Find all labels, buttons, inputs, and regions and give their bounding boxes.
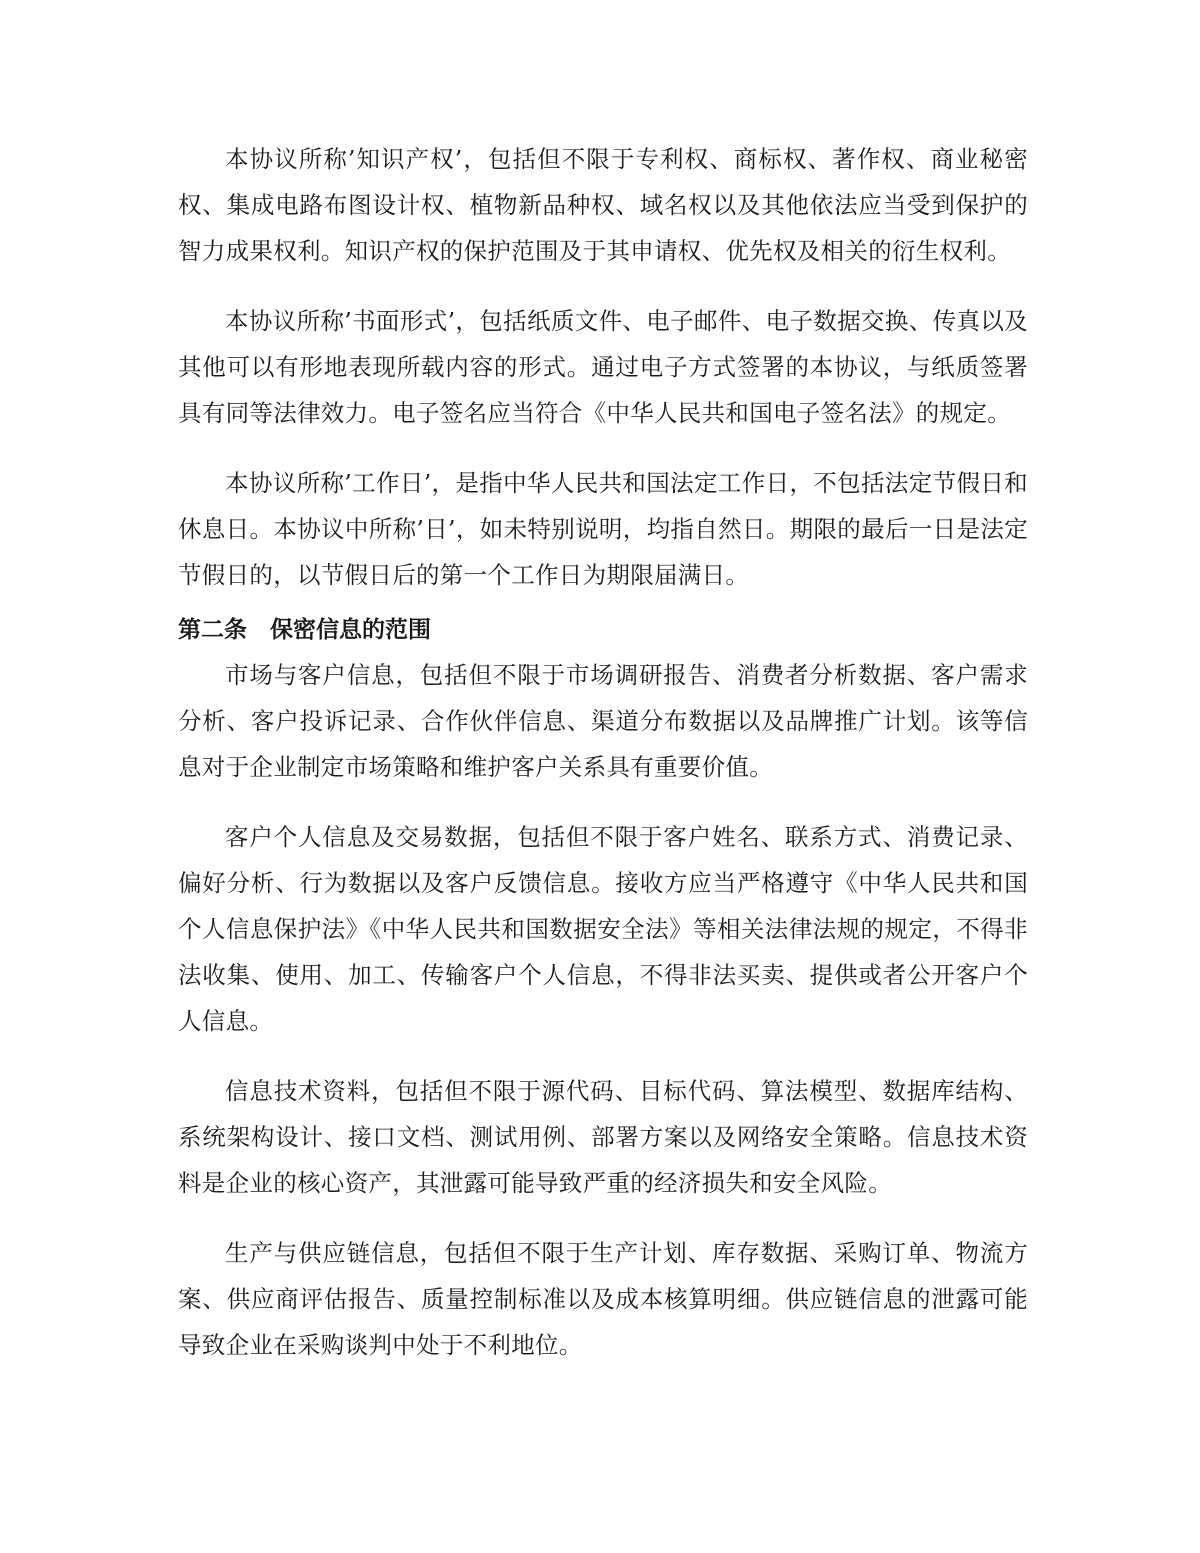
paragraph-ip-definition: 本协议所称’知识产权’，包括但不限于专利权、商标权、著作权、商业秘密权、集成电路布图设计权、植物新品种权、域名权以及其他依法应当受到保护的智力成果权利。知识产权的保护范围及于其申请权、优先权及相关的衍生权利。: [178, 145, 1028, 265]
paragraph-working-day-definition: 本协议所称’工作日’，是指中华人民共和国法定工作日，不包括法定节假日和休息日。本协议中所称’日’，如未特别说明，均指自然日。期限的最后一日是法定节假日的，以节假日后的第一个工作日为期限届满日。: [178, 469, 1028, 589]
paragraph-it-materials: 信息技术资料，包括但不限于源代码、目标代码、算法模型、数据库结构、系统架构设计、接口文档、测试用例、部署方案以及网络安全策略。信息技术资料是企业的核心资产，其泄露可能导致严重的经济损失和安全风险。: [178, 1077, 1028, 1197]
paragraph-supply-chain-info: 生产与供应链信息，包括但不限于生产计划、库存数据、采购订单、物流方案、供应商评估报告、质量控制标准以及成本核算明细。供应链信息的泄露可能导致企业在采购谈判中处于不利地位。: [178, 1239, 1028, 1359]
section-heading: 第二条 保密信息的范围: [178, 617, 431, 643]
document-page: [178, 136, 1028, 1392]
paragraph-written-form-definition: 本协议所称’书面形式’，包括纸质文件、电子邮件、电子数据交换、传真以及其他可以有形地表现所载内容的形式。通过电子方式签署的本协议，与纸质签署具有同等法律效力。电子签名应当符合《中华人民共和国电子签名法》的规定。: [178, 307, 1028, 427]
paragraph-market-customer-info: 市场与客户信息，包括但不限于市场调研报告、消费者分析数据、客户需求分析、客户投诉记录、合作伙伴信息、渠道分布数据以及品牌推广计划。该等信息对于企业制定市场策略和维护客户关系具有重要价值。: [178, 661, 1028, 781]
paragraph-personal-data: 客户个人信息及交易数据，包括但不限于客户姓名、联系方式、消费记录、偏好分析、行为数据以及客户反馈信息。接收方应当严格遵守《中华人民共和国个人信息保护法》《中华人民共和国数据安全法》等相关法律法规的规定，不得非法收集、使用、加工、传输客户个人信息，不得非法买卖、提供或者公开客户个人信息。: [178, 823, 1028, 1035]
